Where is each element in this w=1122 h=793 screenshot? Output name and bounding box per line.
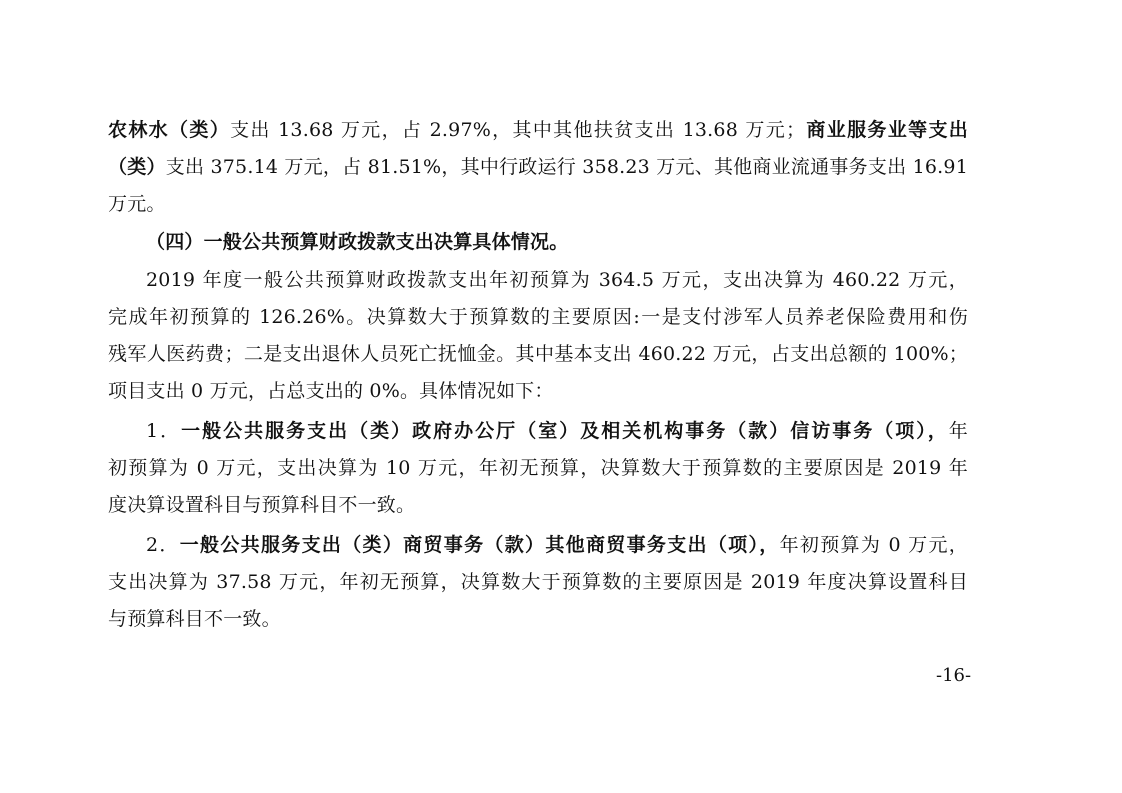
item-number: 2． — [146, 534, 180, 556]
text-run: 年初预算为 0 万元， — [779, 534, 968, 556]
category-label: （类） — [108, 156, 166, 178]
paragraph-line: 残军人医药费；二是支出退休人员死亡抚恤金。其中基本支出 460.22 万元，占支出总额的 100%； — [108, 343, 968, 365]
page-number: -16- — [936, 665, 972, 686]
list-item-line: 初预算为 0 万元，支出决算为 10 万元，年初无预算，决算数大于预算数的主要原因是 2019 年 — [108, 457, 968, 479]
text-run: 支出 375.14 万元，占 81.51%，其中行政运行 358.23 万元、其他商业流通事务支出 16.91 — [165, 156, 968, 178]
paragraph-line: 完成年初预算的 126.26%。决算数大于预算数的主要原因:一是支付涉军人员养老保险费用和伤 — [108, 306, 968, 328]
list-item-line: 支出决算为 37.58 万元，年初无预算，决算数大于预算数的主要原因是 2019 年度决算设置科目 — [108, 571, 968, 593]
list-item-line: 与预算科目不一致。 — [108, 608, 281, 630]
paragraph-line: 项目支出 0 万元，占总支出的 0%。具体情况如下： — [108, 380, 554, 402]
text-run: 支出 13.68 万元，占 2.97%，其中其他扶贫支出 13.68 万元； — [230, 119, 806, 141]
section-heading: （四）一般公共预算财政拨款支出决算具体情况。 — [146, 231, 569, 253]
text-run: 万元。 — [108, 193, 166, 215]
text-run: 年 — [948, 420, 968, 442]
category-label: 农林水（类） — [108, 119, 231, 141]
list-item-line — [146, 419, 968, 443]
paragraph-line — [108, 118, 968, 142]
category-label: 商业服务业等支出 — [805, 119, 968, 141]
item-number: 1． — [146, 420, 182, 442]
paragraph-line: 2019 年度一般公共预算财政拨款支出年初预算为 364.5 万元，支出决算为 460.22 万元， — [146, 269, 968, 291]
paragraph-line — [108, 192, 968, 216]
item-title: 一般公共服务支出（类）政府办公厅（室）及相关机构事务（款）信访事务（项）， — [181, 420, 949, 442]
paragraph-line — [108, 155, 968, 179]
list-item-line — [146, 533, 968, 557]
list-item-line: 度决算设置科目与预算科目不一致。 — [108, 494, 416, 516]
item-title: 一般公共服务支出（类）商贸事务（款）其他商贸事务支出（项）， — [179, 534, 780, 556]
